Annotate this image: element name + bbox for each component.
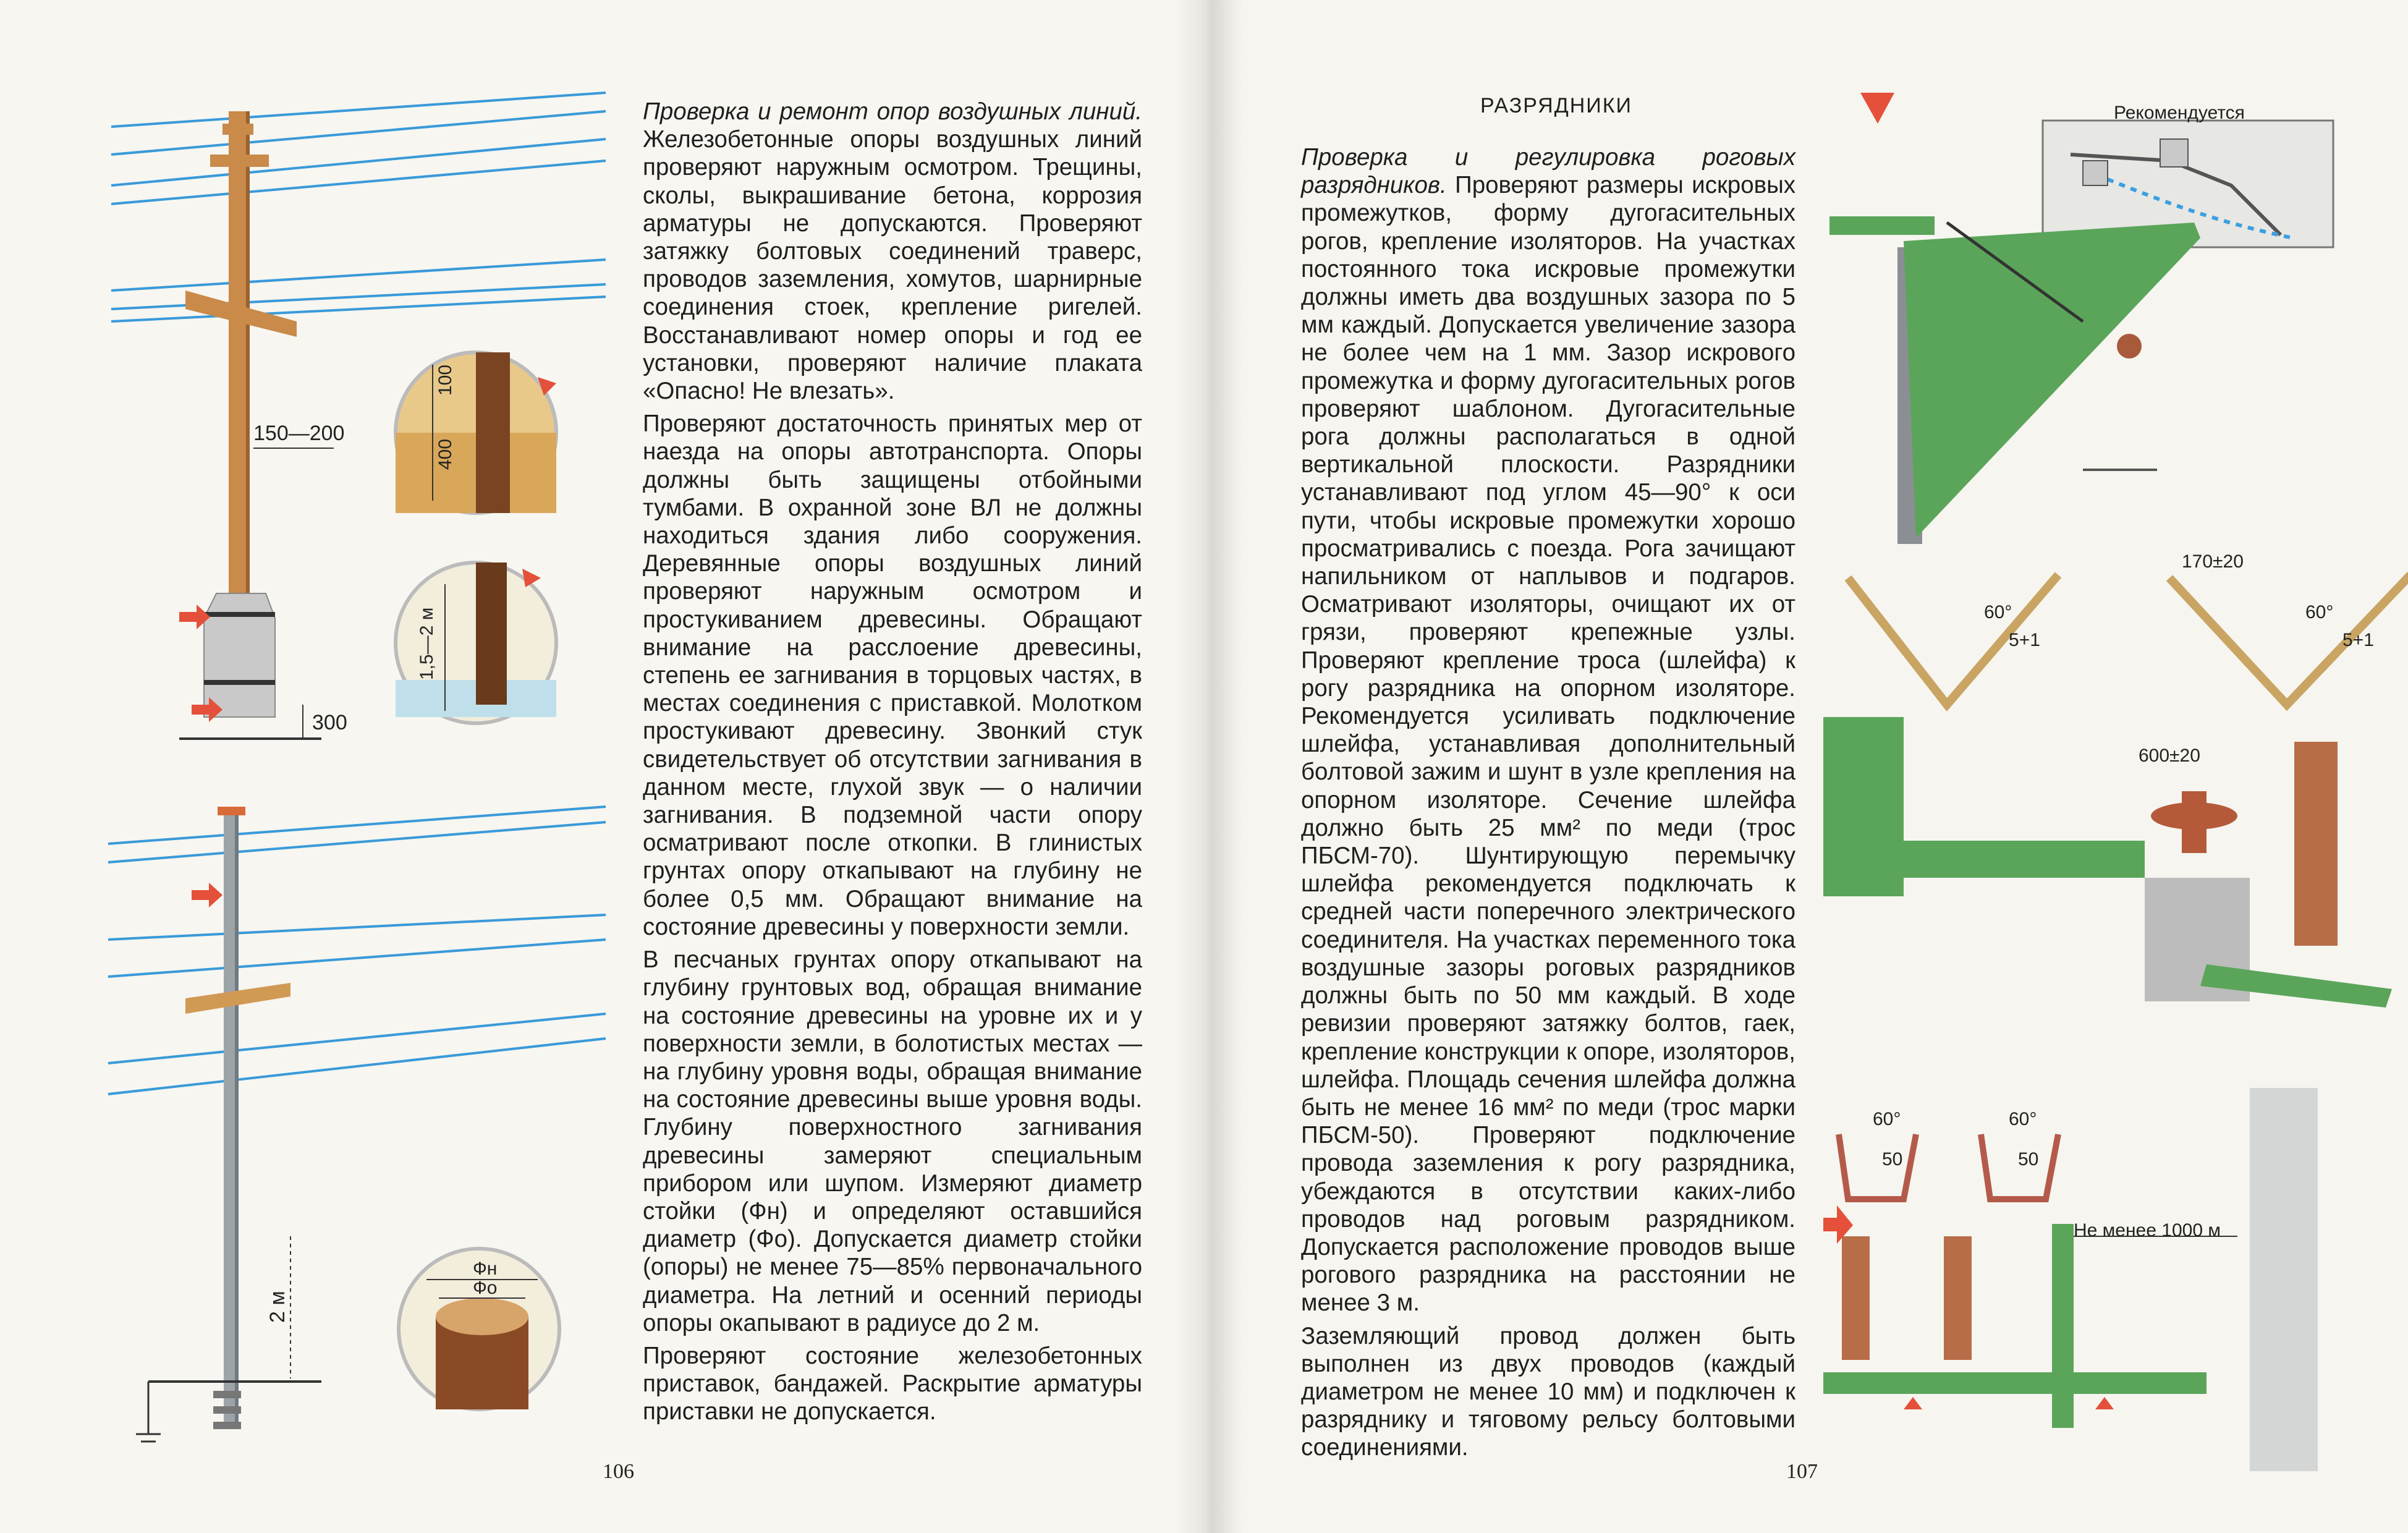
label-gap-top: 170±20 [2182,551,2244,572]
label-radius: 2 м [266,1291,289,1323]
label-angle2-left: 60° [1873,1109,1901,1129]
label-angle-left: 60° [1984,602,2012,622]
pole-illustrations-left [0,0,618,1533]
detail-circle-middle [396,563,556,723]
label-min-distance: Не менее 1000 м [2074,1220,2221,1241]
label-dia-o: Фо [473,1278,498,1298]
book-gutter [1174,0,1242,1533]
label-gap2-left: 50 [1882,1149,1903,1170]
right-text-column [1301,143,1795,1467]
label-depth-top: 100 [435,364,456,396]
label-gap-small-left: 5+1 [2009,630,2040,650]
left-paragraph-4: Проверяют состояние железобетонных приставок, бандажей. Раскрытие арматуры приставки не допускается. [643,1342,1142,1425]
arrester-illustrations-right [1823,0,2408,1533]
label-range: 1,5—2 м [417,607,437,680]
overhead-wires-top [111,93,606,321]
ac-horn-gap-diagram [1823,1088,2318,1471]
right-paragraph-2: Заземляющий провод должен быть выполнен из двух проводов (каждый диаметром не менее 10 мм) и подключен к разряднику и тяговому рельсу болтовыми соединениями. [1301,1322,1795,1461]
label-gap-mid: 600±20 [2139,745,2200,766]
label-dia-n: Фн [473,1259,498,1279]
left-text-column [643,98,1142,1431]
detail-circle-top [396,352,556,513]
label-angle-right: 60° [2305,602,2334,622]
dc-horn-gap-diagram [1823,551,2408,1008]
right-paragraph-1: Проверка и регулировка роговых разрядников. Проверяют размеры искровых промежутков, форму дугогасительных рогов, крепление изоляторов. На участках постоянного тока искровые промежутки должны иметь два воздушных зазора по 5 мм каждый. Допускается увеличение зазора не более чем на 1 мм. Зазор искрового промежутка и форму дугогасительных рогов проверяют шаблоном. Дугогасительные рога должны располагаться в одной вертикальной плоскости. Разрядники устанавливают под углом 45—90° к оси пути, чтобы искровые промежутки хорошо просматривались с поезда. Рога зачищают напильником от наплывов и подгаров. Осматривают изоляторы, очищают их от грязи, проверяют крепежные узлы. Проверяют крепление троса (шлейфа) к рогу разрядника на опорном изоляторе. Рекомендуется усиливать подключение шлейфа, устанавливая дополнительный болтовой зажим и шунт в узле крепления на опорном изоляторе. Сечение шлейфа должно быть 25 мм² по меди (трос ПБСМ-70). Шунтирующую перемычку шлейфа рекомендуется подключать к средней части поперечного электрического соединителя. На участках переменного тока воздушные зазоры роговых разрядников должны быть по 50 мм каждый. В ходе ревизии проверяют затяжку болтов, гаек, крепление конструкции к опоре, изоляторов, шлейфа. Площадь сечения шлейфа должна быть не менее 16 мм² по меди (трос марки ПБСМ-50). Проверяют подключение провода заземления к рогу разрядника, убеждаются в отсутствии каких-либо проводов над роговым разрядником. Допускается расположение проводов выше рогового разрядника на расстоянии не менее 3 м. [1301,144,1795,1317]
left-paragraph-1: Проверка и ремонт опор воздушных линий. Железобетонные опоры воздушных линий проверяют наружным осмотром. Трещины, сколы, выкрашивание бетона, коррозия арматуры не допускаются. Проверяют затяжку болтовых соединений траверс, проводов заземления, хомутов, шарнирные соединения стоек, крепление ригелей. Восстанавливают номер опоры и год ее установки, проверяют наличие плаката «Опасно! Не влезать». [643,98,1142,405]
label-height: 300 [312,711,347,734]
label-gap2-right: 50 [2018,1149,2039,1170]
section-title: РАЗРЯДНИКИ [1480,94,1632,117]
left-paragraph-2: Проверяют достаточность принятых мер от наезда на опоры автотранспорта. Опоры должны быть защищены отбойными тумбами. В охранной зоне ВЛ не должны находиться здания либо сооружения. Деревянные опоры воздушных линий проверяют наружным осмотром и простукиванием древесины. Обращают внимание на расслоение древесины, степень ее загнивания в торцовых частях, в местах соединения с приставкой. Молотком простукивают древесину. Звонкий стук свидетельствует об отсутствии загнивания в данном месте, глухой звук — о наличии загнивания. В подземной части опору осматривают после откопки. В глинистых грунтах опору откапывают на глубину не более 0,5 мм. Обращают внимание на состояние древесины у поверхности земли. [643,410,1142,940]
label-angle2-right: 60° [2009,1109,2037,1129]
label-depth-bottom: 400 [435,438,456,470]
label-spacing: 150—200 [253,422,345,445]
overhead-wires-bottom [108,807,606,1094]
left-paragraph-3: В песчаных грунтах опору откапывают на глубину грунтовых вод, обращая внимание на состояние древесины на уровне их и у поверхности земли, в болотистых местах — на глубину уровня воды, обращая внимание на состояние древесины выше уровня воды. Глубину поверхностного загнивания древесины замеряют специальным прибором или шупом. Измеряют диаметр стойки (Фн) и определяют оставшийся диаметр (Фо). Допускается диаметр стойки (опоры) не менее 75—85% первоначального диаметра. На летний и осенний периоды опоры окапывают в радиусе до 2 м. [643,946,1142,1336]
detail-circle-bottom [399,1249,559,1409]
label-gap-small-right: 5+1 [2342,630,2374,650]
page-number-right: 107 [1786,1460,1818,1483]
concrete-pole [136,807,321,1442]
label-recommended: Рекомендуется [2114,103,2245,123]
page-number-left: 106 [603,1460,634,1483]
